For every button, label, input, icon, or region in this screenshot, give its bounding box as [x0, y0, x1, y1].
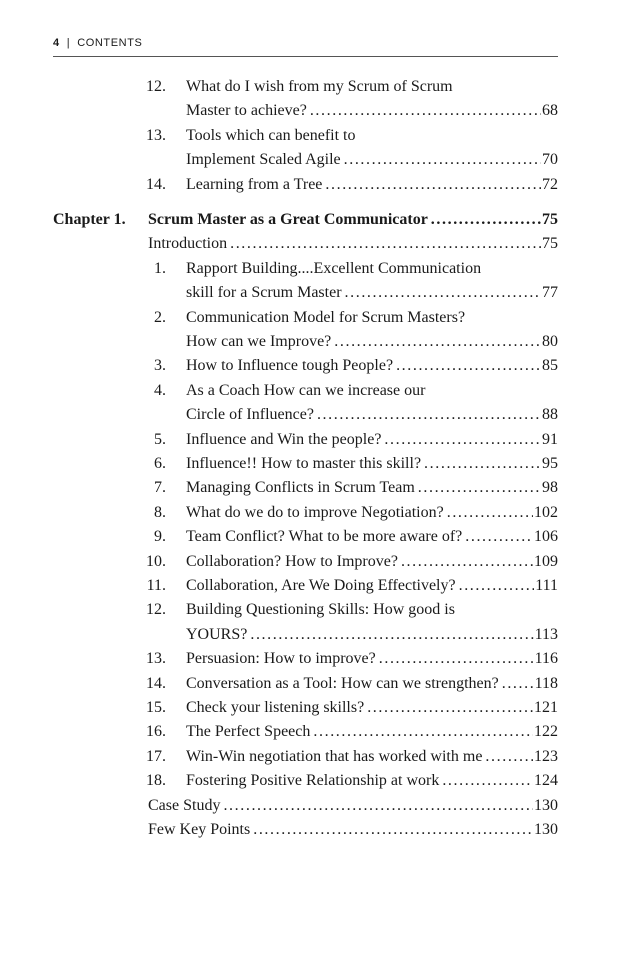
entry-number: 14. [146, 175, 166, 193]
entry-line [186, 502, 558, 524]
dot-leader [379, 648, 534, 670]
entry-continued-page: 77 [542, 284, 558, 302]
entry-line [186, 697, 558, 719]
entry-number: 12. [146, 78, 166, 95]
dot-leader [502, 673, 534, 695]
entry-title: Influence!! How to master this skill? [186, 455, 422, 472]
entry-title: Building Questioning Skills: How good is [186, 601, 455, 619]
entry-line [186, 746, 558, 768]
entry-continued-title: YOURS? [186, 625, 248, 643]
entry-title: Win-Win negotiation that has worked with me [186, 747, 483, 765]
chapter-label: Chapter 1. [53, 211, 126, 228]
entry-title: Fostering Positive Relationship at work [186, 772, 440, 790]
header-separator: | [66, 37, 71, 49]
entry-title: Influence and Win the people? [186, 430, 382, 448]
entry-title: Collaboration? How to Improve? [186, 552, 398, 570]
entry-number: 15. [146, 699, 166, 716]
entry-title: Tools which can benefit to [186, 126, 356, 144]
entry-number: 13. [146, 650, 166, 668]
dot-leader [345, 282, 541, 304]
entry-line [186, 551, 558, 573]
entry-page: 122 [534, 723, 558, 741]
entry-page: 118 [534, 674, 558, 692]
dot-leader [367, 697, 533, 719]
entry-continued-line [186, 100, 558, 122]
dot-leader [401, 551, 533, 573]
case-study-line [148, 795, 558, 817]
entry-number: 1. [154, 259, 166, 277]
entry-continued-page: 113 [534, 625, 558, 643]
dot-leader [344, 149, 541, 171]
entry-title: As a Coach How can we increase our [186, 381, 426, 399]
entry-number: 14. [146, 674, 166, 692]
entry-number: 3. [154, 357, 166, 375]
entry-number: 13. [146, 126, 166, 144]
entry-line [186, 575, 558, 597]
entry-title: Learning from a Tree [186, 175, 323, 193]
entry-title: What do we do to improve Negotiation? [186, 503, 444, 521]
entry-continued-line [186, 624, 558, 646]
entry-page: 123 [534, 747, 558, 765]
dot-leader [485, 746, 533, 768]
dot-leader [447, 502, 533, 524]
dot-leader [223, 795, 533, 817]
entry-page: 121 [534, 699, 558, 716]
entry-number: 4. [154, 381, 166, 399]
case-study-page: 130 [534, 796, 558, 814]
entry-number: 6. [154, 455, 166, 472]
dot-leader [418, 477, 541, 499]
dot-leader [253, 819, 533, 841]
key-points-line [148, 819, 558, 841]
entry-number: 2. [154, 308, 166, 326]
entry-number: 18. [146, 772, 166, 790]
entry-page: 106 [534, 528, 558, 546]
entry-continued-page: 80 [542, 333, 558, 350]
entry-title: Persuasion: How to improve? [186, 650, 376, 668]
header-page-number: 4 [53, 37, 60, 49]
entry-number: 10. [146, 552, 166, 570]
entry-line [186, 174, 558, 196]
entry-page: 116 [534, 650, 558, 668]
entry-page: 124 [534, 772, 558, 790]
entry-continued-page: 70 [542, 151, 558, 169]
dot-leader [334, 331, 541, 353]
entry-page: 72 [542, 175, 558, 193]
entry-page: 109 [534, 552, 558, 570]
entry-number: 16. [146, 723, 166, 741]
entry-page: 102 [534, 503, 558, 521]
entry-page: 91 [542, 430, 558, 448]
introduction-page: 75 [542, 235, 558, 253]
entry-page: 98 [542, 479, 558, 497]
entry-continued-line [186, 331, 558, 353]
entry-line [186, 355, 558, 377]
entry-line [186, 721, 558, 743]
entry-number: 17. [146, 747, 166, 765]
entry-line [186, 453, 558, 475]
entry-number: 12. [146, 601, 166, 619]
dot-leader [310, 100, 541, 122]
key-points-page: 130 [534, 821, 558, 838]
entry-continued-title: Circle of Influence? [186, 406, 314, 424]
entry-page: 85 [542, 357, 558, 375]
chapter-heading-title: Scrum Master as a Great Communicator [148, 211, 428, 228]
chapter-heading-page: 75 [542, 211, 558, 228]
entry-line [186, 429, 558, 451]
chapter-heading-line [148, 209, 558, 231]
entry-title: What do I wish from my Scrum of Scrum [186, 78, 453, 95]
entry-number: 9. [154, 528, 166, 546]
entry-continued-title: How can we Improve? [186, 333, 332, 350]
entry-title: Managing Conflicts in Scrum Team [186, 479, 415, 497]
entry-line [186, 770, 558, 792]
entry-continued-title: Implement Scaled Agile [186, 151, 341, 169]
entry-continued-page: 88 [542, 406, 558, 424]
entry-title: The Perfect Speech [186, 723, 311, 741]
entry-continued-title: Master to achieve? [186, 102, 307, 120]
dot-leader [317, 404, 541, 426]
entry-number: 8. [154, 503, 166, 521]
dot-leader [230, 233, 541, 255]
entry-title: Check your listening skills? [186, 699, 365, 716]
dot-leader [442, 770, 533, 792]
entry-title: Team Conflict? What to be more aware of? [186, 528, 463, 546]
dot-leader [431, 209, 541, 231]
entry-continued-page: 68 [542, 102, 558, 120]
entry-line [186, 673, 558, 695]
entry-continued-line [186, 149, 558, 171]
header-section: CONTENTS [77, 37, 143, 49]
entry-page: 95 [542, 455, 558, 472]
entry-continued-line [186, 404, 558, 426]
dot-leader [465, 526, 533, 548]
dot-leader [424, 453, 541, 475]
dot-leader [250, 624, 533, 646]
entry-line [186, 526, 558, 548]
dot-leader [396, 355, 541, 377]
entry-number: 7. [154, 479, 166, 497]
entry-title: Conversation as a Tool: How can we strengthen? [186, 674, 499, 692]
case-study-title: Case Study [148, 796, 221, 814]
entry-title: Communication Model for Scrum Masters? [186, 308, 466, 326]
dot-leader [313, 721, 533, 743]
entry-title: Collaboration, Are We Doing Effectively? [186, 577, 456, 594]
entry-title: How to Influence tough People? [186, 357, 394, 375]
entry-line [186, 648, 558, 670]
entry-number: 11. [146, 577, 166, 594]
dot-leader [384, 429, 541, 451]
entry-continued-line [186, 282, 558, 304]
entry-continued-title: skill for a Scrum Master [186, 284, 342, 302]
dot-leader [459, 575, 535, 597]
introduction-title: Introduction [148, 235, 228, 253]
entry-line [186, 477, 558, 499]
entry-number: 5. [154, 430, 166, 448]
entry-title: Rapport Building....Excellent Communication [186, 259, 482, 277]
introduction-line [148, 233, 558, 255]
key-points-title: Few Key Points [148, 821, 251, 838]
entry-page: 111 [535, 577, 558, 594]
dot-leader [325, 174, 541, 196]
